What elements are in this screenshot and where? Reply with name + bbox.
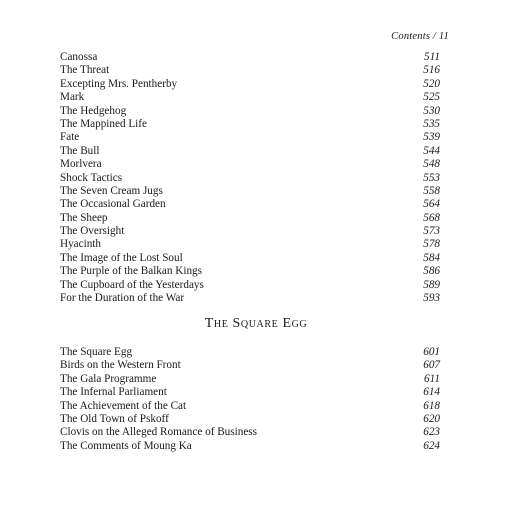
toc-entry [60,413,440,426]
toc-entry-title: The Threat [60,64,110,77]
toc-entry-page-number: 564 [423,198,440,211]
toc-entry-page-number: 558 [423,184,440,197]
toc-entry-title: Morlvera [60,158,102,171]
toc-entry [60,185,440,198]
toc-entry [60,346,440,359]
toc-entry-title: The Bull [60,144,100,157]
toc-entry [60,212,440,225]
toc-entry-page-number: 530 [423,104,440,117]
toc-entry-title: Shock Tactics [60,171,123,184]
toc-entry-page-number: 525 [423,91,440,104]
toc-entry [60,359,440,372]
toc-entry-page-number: 620 [423,412,440,425]
toc-list-square-egg [60,346,440,453]
toc-entry [60,373,440,386]
toc-entry-title: The Hedgehog [60,104,127,117]
toc-entry-title: The Square Egg [60,346,133,358]
toc-entry [60,265,440,278]
toc-entry-title: For the Duration of the War [60,292,185,305]
toc-entry-page-number: 611 [424,372,440,385]
toc-entry-page-number: 589 [423,278,440,291]
toc-entry-title: The Seven Cream Jugs [60,184,163,197]
toc-list-stories [60,51,440,305]
toc-entry-title: The Infernal Parliament [60,386,167,399]
toc-entry-page-number: 520 [423,77,440,90]
toc-entry [60,400,440,413]
toc-entry [60,225,440,238]
toc-entry [60,51,440,64]
toc-entry-page-number: 535 [423,117,440,130]
toc-entry [60,91,440,104]
toc-entry [60,158,440,171]
toc-entry-page-number: 516 [423,64,440,77]
toc-entry [60,279,440,292]
toc-entry [60,118,440,131]
toc-entry-page-number: 601 [423,346,440,358]
toc-entry-page-number: 593 [423,292,440,305]
toc-entry-title: The Comments of Moung Ka [60,439,192,452]
toc-entry-page-number: 614 [423,386,440,399]
toc-entry-page-number: 618 [423,399,440,412]
toc-entry-title: The Purple of the Balkan Kings [60,265,202,278]
toc-entry-title: Mark [60,91,85,104]
toc-entry [60,198,440,211]
toc-entry-page-number: 548 [423,158,440,171]
toc-entry [60,105,440,118]
toc-entry-page-number: 544 [423,144,440,157]
toc-entry-page-number: 586 [423,265,440,278]
toc-entry [60,440,440,453]
toc-entry-page-number: 553 [423,171,440,184]
section-heading: The Square Egg [204,316,308,331]
toc-entry-page-number: 584 [423,251,440,264]
toc-entry [60,172,440,185]
toc-entry [60,145,440,158]
toc-entry-title: Clovis on the Alleged Romance of Business [60,426,258,439]
toc-entry [60,78,440,91]
toc-entry-page-number: 624 [423,439,440,452]
toc-entry [60,252,440,265]
toc-entry-title: Canossa [60,51,98,63]
toc-entry [60,131,440,144]
toc-entry-page-number: 607 [423,359,440,372]
toc-entry-page-number: 573 [423,225,440,238]
toc-entry-page-number: 539 [423,131,440,144]
toc-entry [60,386,440,399]
running-head: Contents / 11 [391,31,449,42]
toc-entry-page-number: 568 [423,211,440,224]
toc-entry [60,64,440,77]
toc-entry-page-number: 623 [423,426,440,439]
toc-entry [60,426,440,439]
toc-entry-title: The Oversight [60,225,125,238]
toc-entry-title: The Achievement of the Cat [60,399,187,412]
toc-entry-title: Excepting Mrs. Pentherby [60,77,178,90]
toc-entry-title: Hyacinth [60,238,102,251]
toc-entry-page-number: 578 [423,238,440,251]
toc-entry-title: The Occasional Garden [60,198,166,211]
toc-entry-title: The Cupboard of the Yesterdays [60,278,204,291]
toc-entry-title: Fate [60,131,80,144]
toc-entry-title: The Sheep [60,211,108,224]
toc-entry-page-number: 511 [424,51,440,63]
toc-entry-title: The Mappined Life [60,117,147,130]
toc-entry [60,292,440,305]
toc-entry-title: Birds on the Western Front [60,359,181,372]
toc-entry-title: The Image of the Lost Soul [60,251,183,264]
toc-entry-title: The Gala Programme [60,372,157,385]
toc-entry [60,238,440,251]
toc-entry-title: The Old Town of Pskoff [60,412,169,425]
